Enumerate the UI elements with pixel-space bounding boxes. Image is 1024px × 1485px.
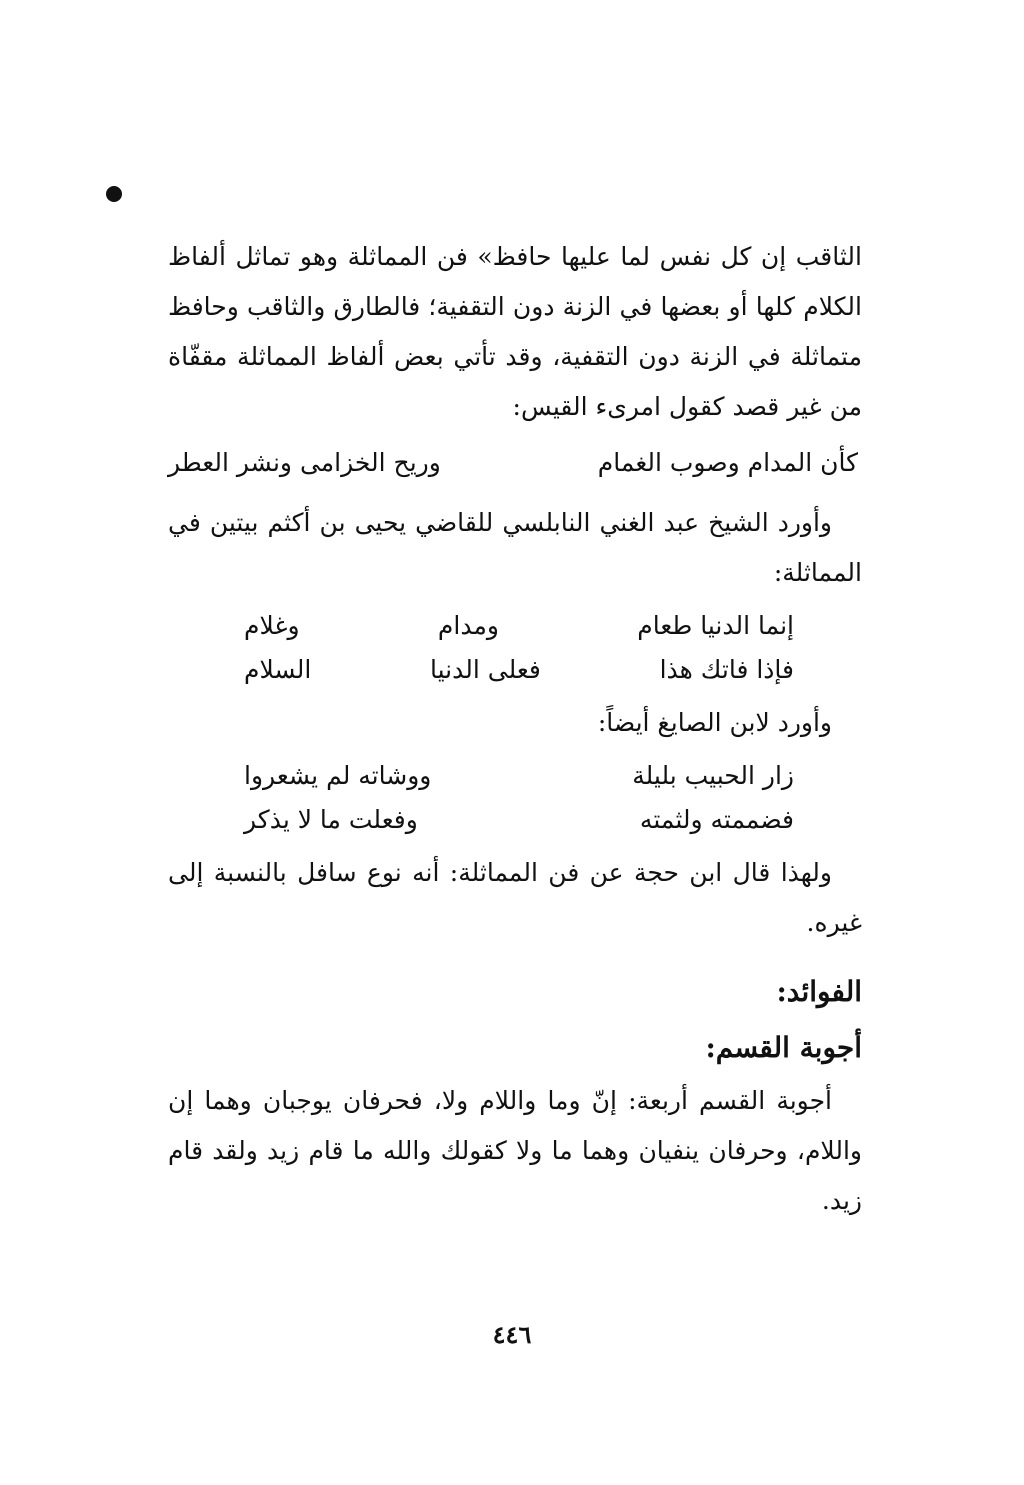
poem-segment: فعلى الدنيا bbox=[430, 655, 541, 684]
poem-line bbox=[244, 754, 794, 798]
poem-segment: فضممته ولثمته bbox=[639, 805, 794, 834]
paragraph-4: ولهذا قال ابن حجة عن فن المماثلة: أنه نوع سافل بالنسبة إلى غيره. bbox=[168, 858, 862, 937]
poem-line bbox=[244, 798, 794, 842]
poem-segment: زار الحبيب بليلة bbox=[632, 761, 794, 790]
poem-segment: وفعلت ما لا يذكر bbox=[244, 805, 418, 834]
paragraph-1-line: الثاقب إن كل نفس لما عليها حافظ» فن المماثلة وهو تماثل ألفاظ bbox=[168, 242, 862, 271]
paragraph-1-line: متماثلة في الزنة دون التقفية، وقد تأتي بعض ألفاظ المماثلة مقفّاة من bbox=[168, 342, 862, 421]
poem-segment: ووشاته لم يشعروا bbox=[244, 761, 432, 790]
bullet-mark bbox=[106, 186, 122, 202]
poem-segment: إنما الدنيا طعام bbox=[637, 611, 794, 640]
poem-segment: فإذا فاتك هذا bbox=[659, 655, 794, 684]
poem-yahya-ibn-aktham bbox=[244, 604, 794, 692]
section-heading-oath-answers: أجوبة القسم: bbox=[705, 1031, 862, 1064]
poem-line bbox=[244, 648, 794, 692]
page-number: ٤٤٦ bbox=[492, 1320, 532, 1349]
poem-segment: وغلام bbox=[244, 611, 300, 640]
paragraph-1-line: غير قصد كقول امرىء القيس: bbox=[512, 392, 822, 421]
paragraph-1-line: الكلام كلها أو بعضها في الزنة دون التقفية؛ فالطارق والثاقب وحافظ bbox=[168, 292, 862, 321]
verse-second-hemistich: وريح الخزامى ونشر العطر bbox=[168, 448, 441, 477]
verse-imru-al-qais bbox=[168, 438, 862, 488]
paragraph-3: وأورد لابن الصايغ أيضاً: bbox=[597, 708, 832, 737]
verse-first-hemistich: كأن المدام وصوب الغمام bbox=[597, 448, 858, 477]
poem-segment: ومدام bbox=[437, 611, 499, 640]
poem-segment: السلام bbox=[244, 655, 312, 684]
page-body bbox=[168, 232, 862, 1226]
paragraph-5: أجوبة القسم أربعة: إنّ وما واللام ولا، فحرفان يوجبان وهما إن واللام، وحرفان ينفيان وهما ما ولا كقولك والله ما قام زيد ولقد قام زيد. bbox=[168, 1086, 862, 1215]
section-heading-benefits: الفوائد: bbox=[776, 975, 862, 1008]
poem-line bbox=[244, 604, 794, 648]
poem-ibn-al-sayigh bbox=[244, 754, 794, 842]
paragraph-2: وأورد الشيخ عبد الغني النابلسي للقاضي يحيى بن أكثم بيتين في المماثلة: bbox=[168, 508, 862, 587]
paragraph-1 bbox=[168, 232, 862, 432]
